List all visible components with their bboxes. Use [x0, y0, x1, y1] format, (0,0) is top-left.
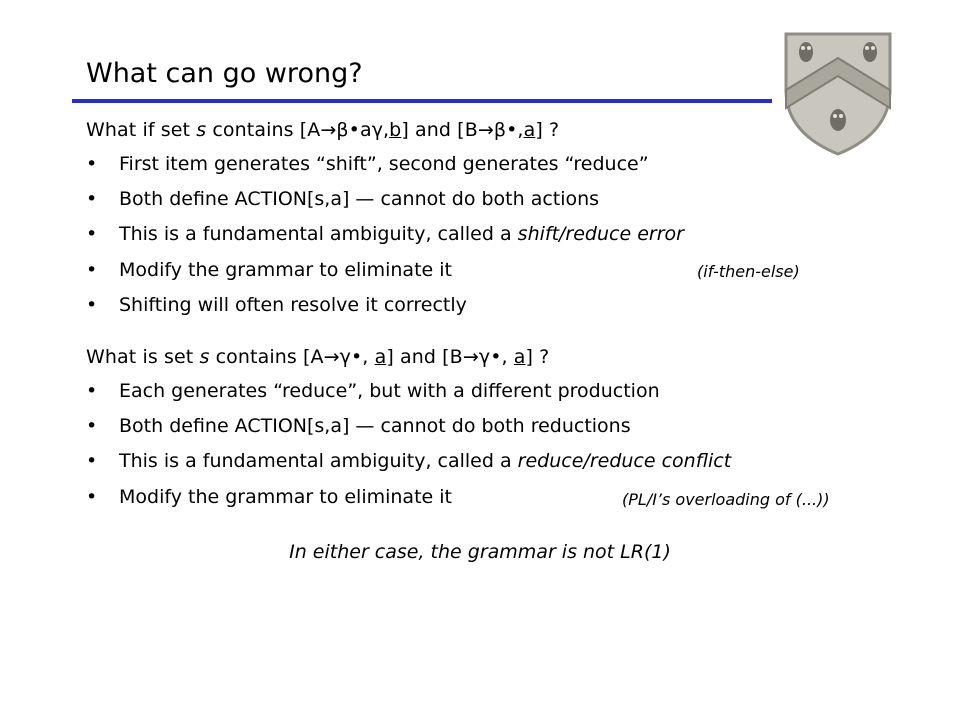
lr-item-body: β•a: [336, 119, 372, 141]
bullet-text: Both define ACTION[s,a] — cannot do both actions: [119, 188, 600, 210]
bullet-marker: •: [86, 486, 98, 508]
question-text: ] and [B: [386, 346, 463, 368]
bullet-text: Modify the grammar to eliminate it: [119, 259, 452, 281]
lr-item-body: γ•,: [478, 346, 514, 368]
lookahead-symbol: b: [389, 119, 402, 141]
question-text: ] ?: [535, 119, 560, 141]
owl-shield-crest-icon: [778, 28, 898, 158]
conclusion-text: In either case, the grammar is not LR(1): [289, 541, 671, 563]
bullet-ambiguity: [119, 223, 684, 245]
lr-item-body: β•,: [493, 119, 524, 141]
question-text: ] ?: [525, 346, 550, 368]
lookahead-symbol: a: [513, 346, 526, 368]
arrow-symbol: →: [462, 346, 479, 368]
arrow-symbol: →: [477, 119, 494, 141]
bullet-marker: •: [86, 415, 98, 437]
bullet-marker: •: [86, 188, 98, 210]
bullet-text: Shifting will often resolve it correctly: [119, 294, 467, 316]
lr-item-body: γ,: [371, 119, 390, 141]
question-text: ] and [B: [401, 119, 478, 141]
bullet-marker: •: [86, 223, 98, 245]
question-shift-reduce: [86, 119, 559, 141]
bullet-marker: •: [86, 153, 98, 175]
side-note: (PL/I’s overloading of (...)): [622, 490, 830, 509]
title-underline: [72, 99, 772, 103]
arrow-symbol: →: [320, 119, 337, 141]
bullet-ambiguity: [119, 450, 731, 472]
set-symbol: s: [196, 119, 207, 141]
lookahead-symbol: a: [523, 119, 536, 141]
bullet-text: Each generates “reduce”, but with a different production: [119, 380, 660, 402]
side-note: (if-then-else): [697, 262, 800, 281]
question-reduce-reduce: [86, 346, 549, 368]
set-symbol: s: [199, 346, 210, 368]
question-text: contains [A: [206, 119, 321, 141]
bullet-text: This is a fundamental ambiguity, called a: [119, 450, 518, 472]
bullet-text: Modify the grammar to eliminate it: [119, 486, 452, 508]
question-text: contains [A: [209, 346, 324, 368]
bullet-text: First item generates “shift”, second generates “reduce”: [119, 153, 649, 175]
bullet-marker: •: [86, 450, 98, 472]
bullet-marker: •: [86, 380, 98, 402]
bullet-text: This is a fundamental ambiguity, called a: [119, 223, 518, 245]
bullet-marker: •: [86, 294, 98, 316]
question-text: What is set: [86, 346, 200, 368]
conflict-term: reduce/reduce conflict: [517, 450, 732, 472]
bullet-marker: •: [86, 259, 98, 281]
page-title: What can go wrong?: [86, 58, 363, 89]
lr-item-body: γ•,: [339, 346, 375, 368]
lookahead-symbol: a: [374, 346, 387, 368]
arrow-symbol: →: [323, 346, 340, 368]
error-term: shift/reduce error: [517, 223, 684, 245]
question-text: What if set: [86, 119, 197, 141]
bullet-text: Both define ACTION[s,a] — cannot do both reductions: [119, 415, 631, 437]
